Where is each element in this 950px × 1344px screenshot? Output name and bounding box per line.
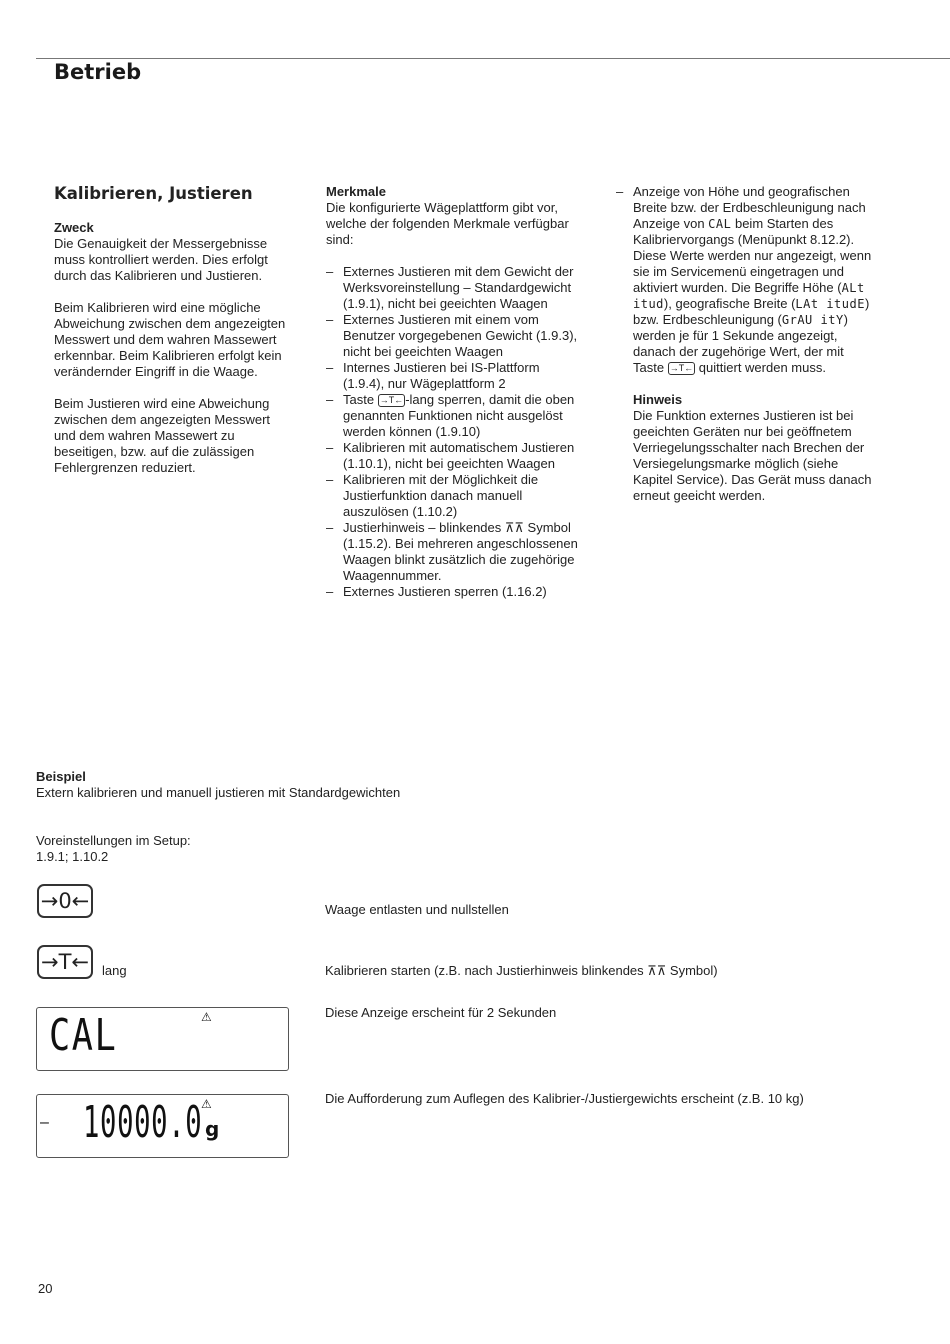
step-weight-text: Die Aufforderung zum Auflegen des Kalibrier-/Justiergewichts erscheint (z.B. 10 kg) (325, 1091, 804, 1106)
list-item-text: ), geografische Breite ( (663, 296, 796, 311)
merkmale-list (326, 264, 582, 600)
display-code: CAL (708, 217, 732, 231)
display-minus-sign: – (40, 1114, 49, 1131)
list-item: – Externes Justieren mit dem Gewicht der Werksvoreinstellung – Standardgewicht (1.9.1), nicht bei geeichten Waagen (326, 264, 582, 312)
list-item: – Externes Justieren mit einem vom Benutzer vorgegebenen Gewicht (1.9.3), nicht bei geeichten Waagen (326, 312, 582, 360)
tare-key-button (37, 945, 93, 979)
tare-key-icon: →T← (379, 395, 404, 405)
example-heading: Beispiel (36, 769, 86, 784)
list-item-text: ) bzw. Erdbeschleunigung ( (633, 296, 870, 327)
display-weight (36, 1094, 289, 1158)
adjust-symbol-icon: ⊼⊼ (504, 520, 524, 535)
warning-triangle-icon: ⚠ (201, 1097, 212, 1111)
list-item-text: Justierhinweis – blinkendes (343, 520, 505, 535)
zweck-heading: Zweck (54, 220, 94, 235)
display-unit: g (205, 1117, 220, 1141)
list-item-text: Anzeige von Höhe und geografischen Breite bzw. der Erdbeschleunigung nach Anzeige von (633, 184, 866, 231)
header-rule (36, 58, 950, 59)
display-code: ALt itud (633, 281, 865, 311)
hinweis-heading: Hinweis (633, 392, 683, 407)
zweck-paragraph: Die Genauigkeit der Messergebnisse muss kontrolliert werden. Dies erfolgt durch das Kalibrieren und Justieren. (54, 236, 268, 283)
step-zero-text: Waage entlasten und nullstellen (325, 902, 509, 917)
justieren-paragraph: Beim Justieren wird eine Abweichung zwischen dem angezeigten Messwert und dem wahren Massewert zu beseitigen, bzw. auf die zulässigen Fehlergrenzen reduziert. (54, 396, 271, 475)
page-title: Betrieb (54, 60, 142, 84)
merkmale-intro: Die konfigurierte Wägeplattform gibt vor, welche der folgenden Merkmale verfügbar sind: (326, 200, 569, 247)
tare-key-icon: →T← (40, 950, 90, 974)
list-item: – Externes Justieren sperren (1.16.2) (326, 584, 582, 600)
setup-values: 1.9.1; 1.10.2 (36, 849, 109, 864)
setup-label: Voreinstellungen im Setup: (36, 833, 191, 848)
column-middle (326, 184, 582, 600)
lang-label: lang (102, 963, 127, 978)
list-item-text: Taste (343, 392, 378, 407)
step-calibrate-text (325, 963, 718, 979)
step-text: Symbol) (666, 963, 718, 978)
column-right (616, 184, 872, 520)
hinweis-paragraph: Die Funktion externes Justieren ist bei geeichten Geräten nur bei geöffnetem Verriegelungsschalter nach Brechen der Versiegelungsmarke möglich (siehe Kapitel Service). Das Gerät muss danach erneut geeicht werden. (633, 408, 872, 503)
list-item: – Kalibrieren mit der Möglichkeit die Justierfunktion danach manuell auszulösen (1.10.2) (326, 472, 582, 520)
step-display-text: Diese Anzeige erscheint für 2 Sekunden (325, 1005, 557, 1020)
kalibrieren-paragraph: Beim Kalibrieren wird eine mögliche Abweichung zwischen dem angezeigten Messwert und dem wahren Massewert erkennbar. Beim Kalibrieren erfolgt kein verändernder Eingriff in die Waage. (54, 300, 286, 379)
right-list (616, 184, 872, 376)
list-item (616, 184, 872, 376)
warning-triangle-icon: ⚠ (201, 1010, 212, 1024)
zero-key-icon: →0← (40, 889, 90, 913)
display-cal (36, 1007, 289, 1071)
list-item (326, 392, 582, 440)
list-item: – Kalibrieren mit automatischem Justieren (1.10.1), nicht bei geeichten Waagen (326, 440, 582, 472)
list-item-text: beim Starten des Kalibriervorgangs (Menüpunkt 8.12.2). Diese Werte werden nur angezeigt, wenn sie im Servicemenü eingetragen und aktiviert wurden. Die Begriffe Höhe ( (633, 216, 872, 295)
list-item-text: ) werden je für 1 Sekunde angezeigt, danach der zugehörige Wert, der mit Taste (633, 312, 849, 375)
section-heading: Kalibrieren, Justieren (54, 184, 253, 203)
hinweis-block (616, 392, 872, 504)
list-item-text: Symbol (1.15.2). Bei mehreren angeschlossenen Waagen blinkt zusätzlich die zugehörige Waagennummer. (343, 520, 578, 583)
tare-key-icon: →T← (669, 363, 694, 373)
list-item-text: -lang sperren, damit die oben genannten Funktionen nicht ausgelöst werden können (1.9.10) (343, 392, 575, 439)
list-item-text: quittiert werden muss. (695, 360, 826, 375)
list-item (326, 520, 582, 584)
merkmale-heading: Merkmale (326, 184, 386, 199)
display-weight-value: 10000.0 (83, 1097, 203, 1148)
display-cal-text: CAL (49, 1010, 118, 1061)
display-code: GrAU itY (781, 313, 844, 327)
step-text: Kalibrieren starten (z.B. nach Justierhinweis blinkendes (325, 963, 648, 978)
adjust-symbol-icon: ⊼⊼ (647, 963, 667, 978)
example-subtitle: Extern kalibrieren und manuell justieren mit Standardgewichten (36, 785, 401, 800)
display-code: LAt itudE (795, 297, 865, 311)
column-left (54, 184, 294, 492)
page-number: 20 (38, 1281, 53, 1296)
zero-key-button (37, 884, 93, 918)
list-item: – Internes Justieren bei IS-Plattform (1.9.4), nur Wägeplattform 2 (326, 360, 582, 392)
